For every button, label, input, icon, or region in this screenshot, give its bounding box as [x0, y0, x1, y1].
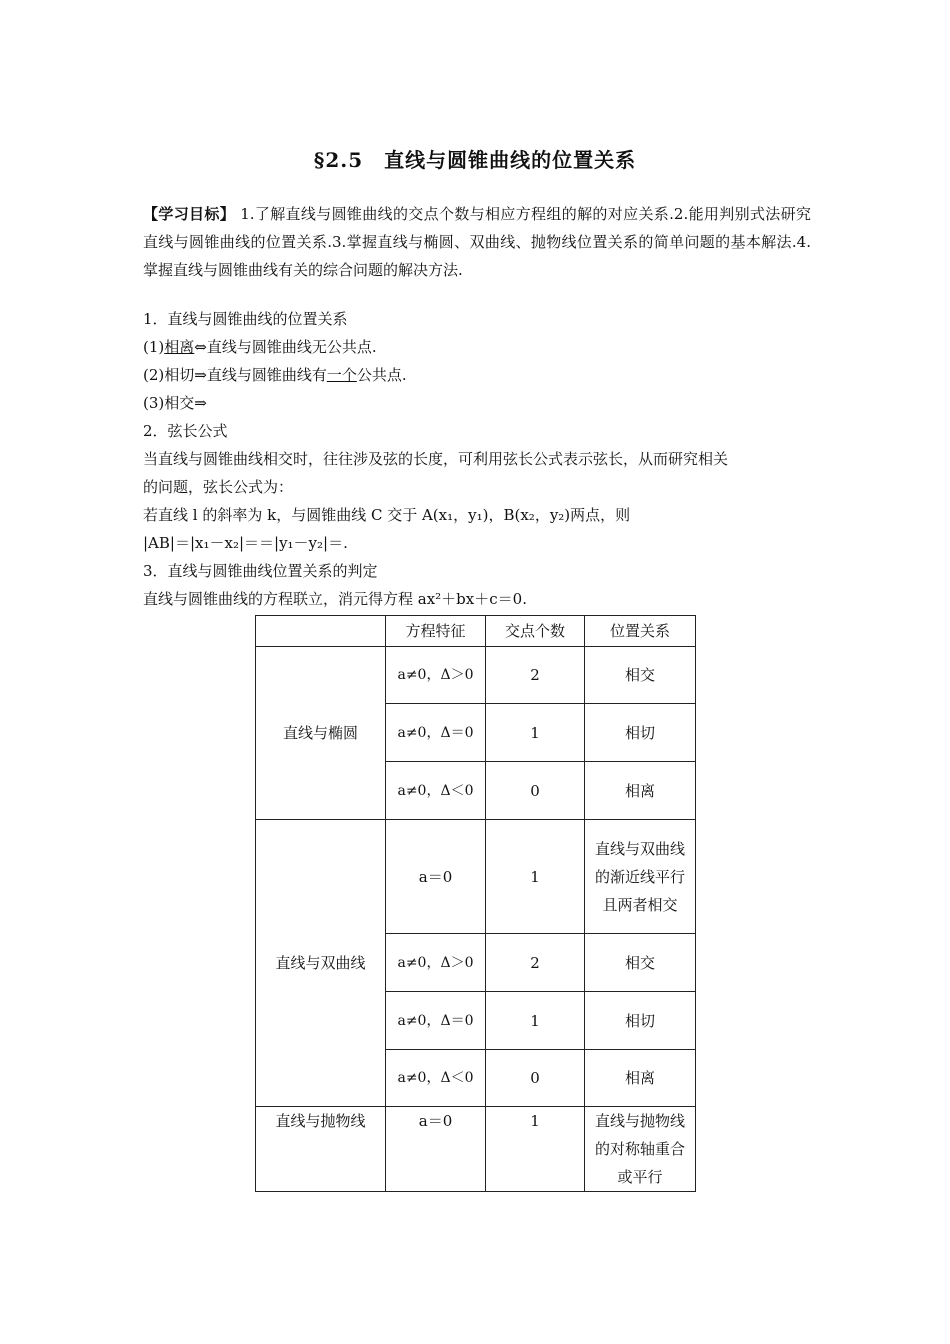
count-cell: 0 — [486, 762, 585, 820]
condition-cell: a≠0，Δ＝0 — [386, 704, 486, 762]
section-2-para-3: 若直线 l 的斜率为 k，与圆锥曲线 C 交于 A(x₁，y₁)，B(x₂，y₂)两点，则 — [143, 506, 631, 524]
condition-cell: a＝0 — [386, 1107, 486, 1192]
section-3-heading: 3．直线与圆锥曲线位置关系的判定 — [143, 562, 378, 580]
section-1-item-1 — [143, 335, 377, 359]
condition-cell: a≠0，Δ＝0 — [386, 992, 486, 1050]
relation-cell: 相切 — [585, 992, 696, 1050]
count-cell: 0 — [486, 1050, 585, 1107]
count-cell: 1 — [486, 704, 585, 762]
table-header-row — [256, 616, 696, 647]
group-name-ellipse: 直线与椭圆 — [256, 647, 386, 820]
relation-cell: 相交 — [585, 934, 696, 992]
item-2-blank: 一个 — [326, 366, 357, 384]
section-2-heading: 2．弦长公式 — [143, 422, 228, 440]
condition-cell: a≠0，Δ＜0 — [386, 762, 486, 820]
table-row — [256, 820, 696, 934]
header-cell: 位置关系 — [585, 616, 696, 647]
group-name-hyperbola: 直线与双曲线 — [256, 820, 386, 1107]
page-title: §2.5 直线与圆锥曲线的位置关系 — [313, 148, 637, 172]
condition-cell: a≠0，Δ＞0 — [386, 934, 486, 992]
condition-cell: a≠0，Δ＜0 — [386, 1050, 486, 1107]
section-1-heading: 1．直线与圆锥曲线的位置关系 — [143, 310, 348, 328]
section-1-item-2 — [143, 363, 407, 387]
goals-text: 1.了解直线与圆锥曲线的交点个数与相应方程组的解的对应关系.2.能用判别式法研究直线与圆锥曲线的位置关系.3.掌握直线与椭圆、双曲线、抛物线位置关系的简单问题的基本解法.4.掌握直线与圆锥曲线有关的综合问题的解决方法. — [143, 205, 811, 279]
learning-goals — [143, 200, 811, 284]
relation-cell: 相离 — [585, 762, 696, 820]
count-cell: 1 — [486, 992, 585, 1050]
relation-cell: 相切 — [585, 704, 696, 762]
section-3-para-1: 直线与圆锥曲线的方程联立，消元得方程 ax²＋bx＋c＝0. — [143, 590, 527, 608]
relation-cell: 相交 — [585, 647, 696, 704]
header-cell: 方程特征 — [386, 616, 486, 647]
header-cell: 交点个数 — [486, 616, 585, 647]
section-2-formula: |AB|＝|x₁－x₂|＝＝|y₁－y₂|＝. — [143, 534, 348, 552]
count-cell: 2 — [486, 934, 585, 992]
relation-table — [255, 615, 696, 1192]
relation-cell: 直线与抛物线的对称轴重合或平行 — [585, 1107, 696, 1192]
count-cell: 1 — [486, 1107, 585, 1192]
section-2-para-1: 当直线与圆锥曲线相交时，往往涉及弦的长度，可利用弦长公式表示弦长，从而研究相关 — [143, 450, 729, 468]
table-row — [256, 1107, 696, 1192]
table-row — [256, 647, 696, 704]
count-cell: 1 — [486, 820, 585, 934]
section-2-para-2: 的问题，弦长公式为： — [143, 478, 294, 496]
section-1-item-3: (3)相交⇒ — [143, 394, 207, 412]
item-1-prefix: (1) — [143, 338, 165, 356]
item-1-rest: ⇔直线与圆锥曲线无公共点. — [194, 338, 377, 356]
header-cell — [256, 616, 386, 647]
count-cell: 2 — [486, 647, 585, 704]
relation-cell: 相离 — [585, 1050, 696, 1107]
item-2-prefix: (2)相切⇒直线与圆锥曲线有 — [143, 366, 327, 384]
goals-tag: 【学习目标】 — [143, 205, 236, 223]
relation-cell: 直线与双曲线的渐近线平行且两者相交 — [585, 820, 696, 934]
group-name-parabola: 直线与抛物线 — [256, 1107, 386, 1192]
condition-cell: a＝0 — [386, 820, 486, 934]
item-2-rest: 公共点. — [356, 366, 407, 384]
condition-cell: a≠0，Δ＞0 — [386, 647, 486, 704]
item-1-blank: 相离 — [164, 338, 195, 356]
